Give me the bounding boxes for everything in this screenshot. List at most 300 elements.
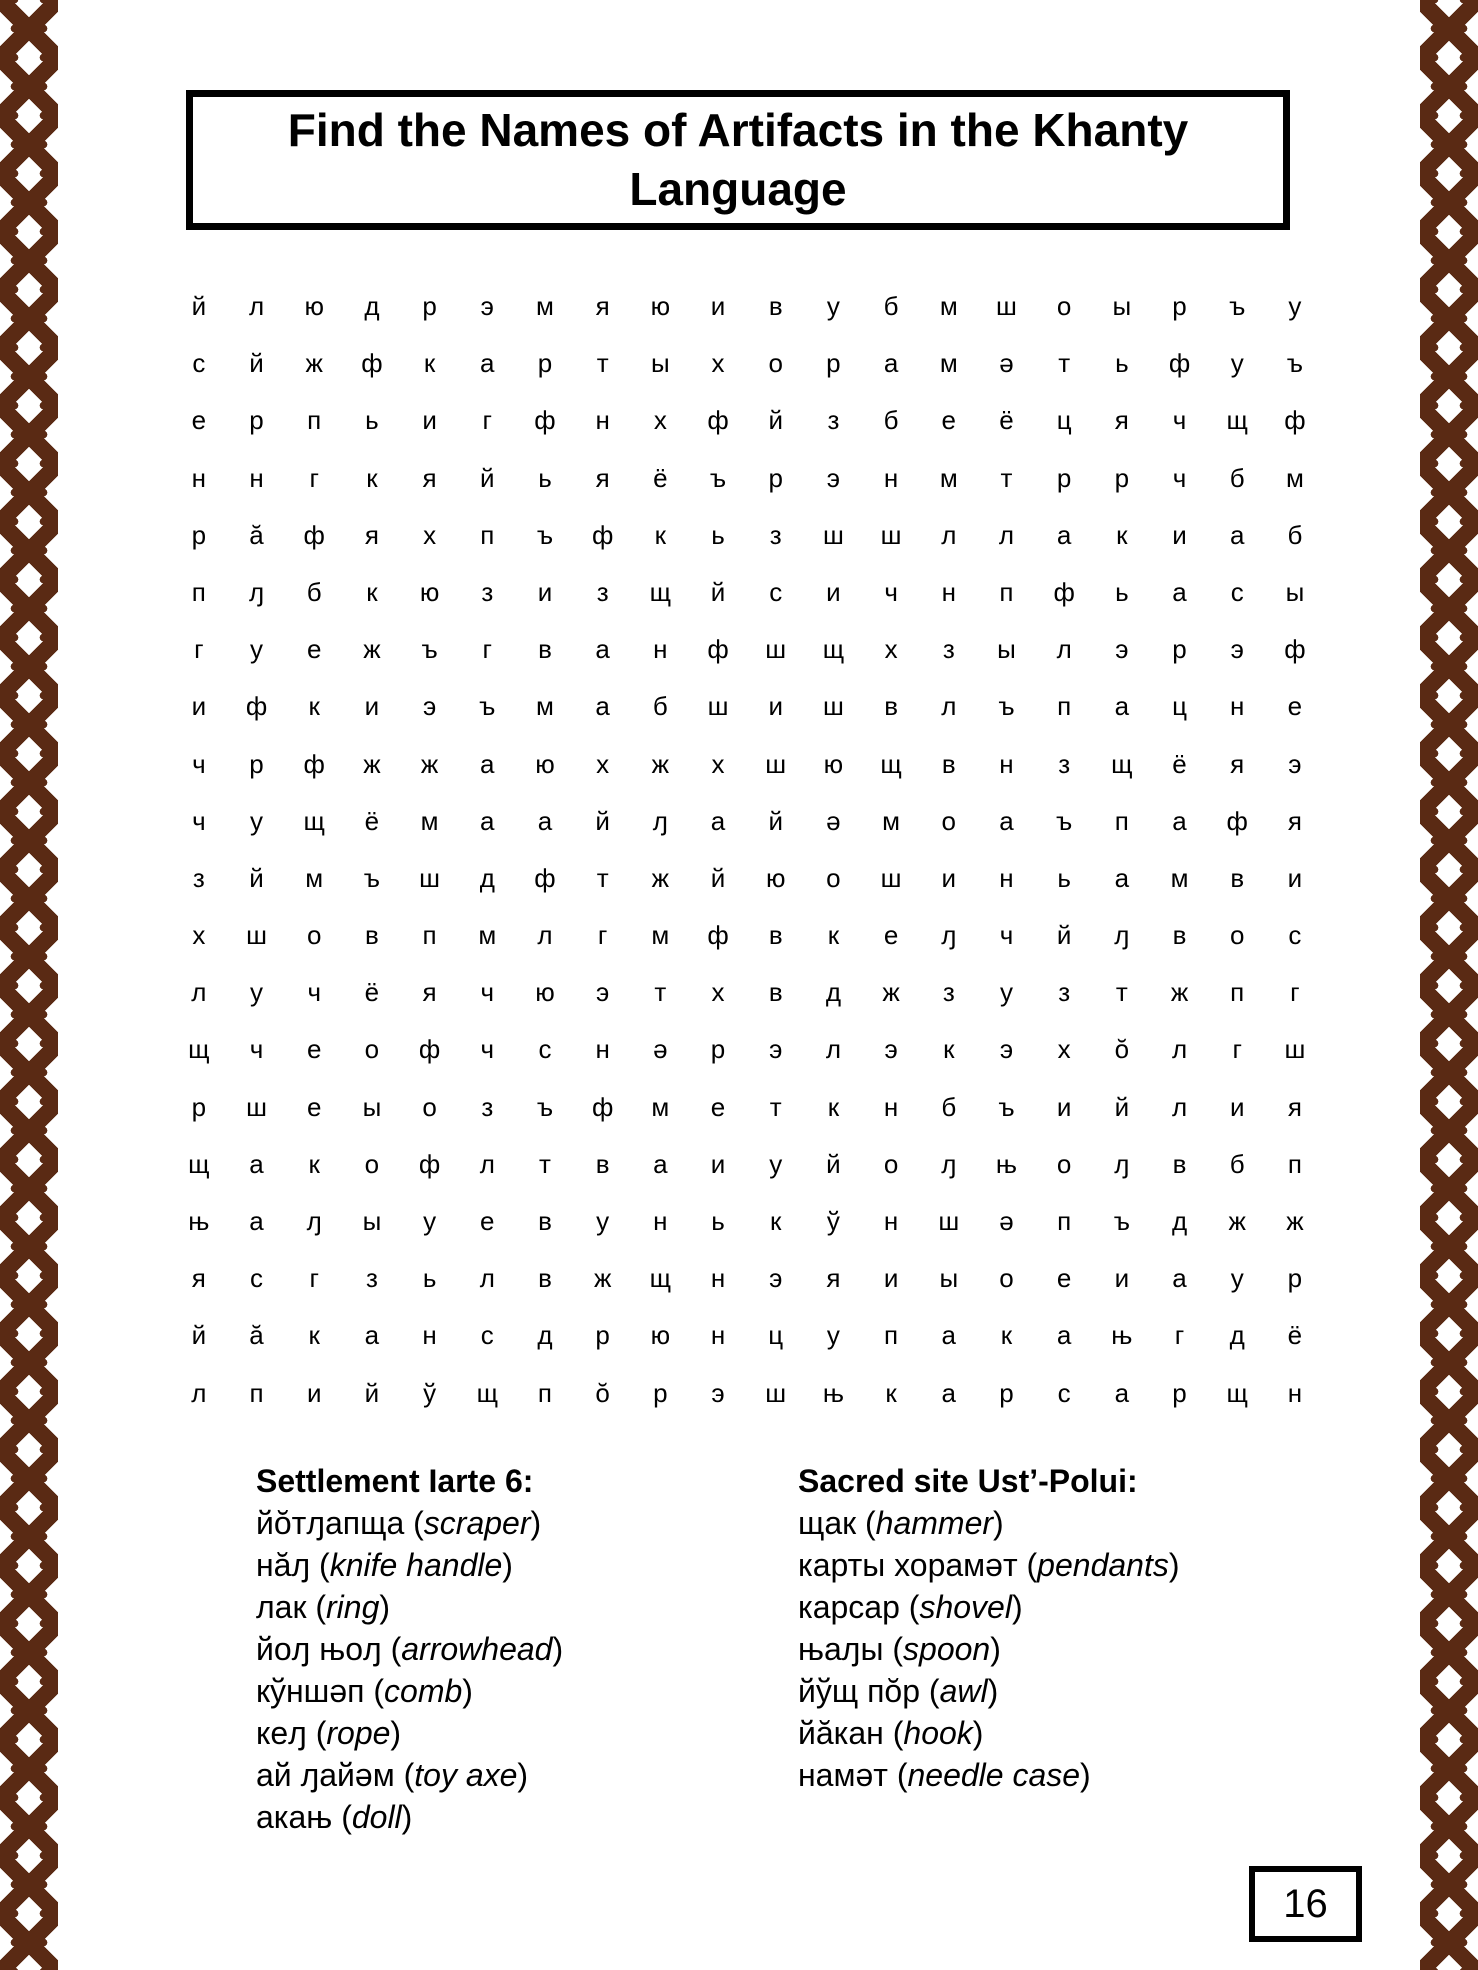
list-item: нăԓ (knife handle) (256, 1547, 513, 1583)
grid-letter: н (941, 576, 956, 607)
list-item: лак (ring) (256, 1589, 391, 1625)
grid-letter: а (249, 1206, 264, 1236)
grid-letter: ф (361, 348, 383, 379)
grid-letter: й (480, 462, 495, 493)
grid-letter: я (595, 291, 610, 321)
grid-letter: ф (1284, 405, 1306, 436)
page-number-text: 16 (1283, 1881, 1328, 1926)
grid-letter: ш (880, 862, 902, 893)
grid-letter: ъ (998, 691, 1015, 722)
grid-letter: л (1056, 634, 1072, 665)
grid-letter: р (422, 291, 437, 321)
grid-letter: ф (1226, 805, 1248, 836)
grid-letter: и (883, 1263, 899, 1294)
grid-letter: е (1056, 1263, 1072, 1294)
grid-letter: м (478, 920, 497, 951)
grid-letter: н (595, 1034, 610, 1065)
grid-letter: ф (707, 405, 729, 436)
grid-letter: ш (246, 920, 267, 951)
grid-letter: п (537, 1377, 553, 1408)
grid-letter: т (596, 348, 609, 379)
grid-letter: ŏ (1114, 1034, 1130, 1065)
grid-letter: т (654, 977, 667, 1008)
grid-letter: щ (303, 805, 325, 836)
grid-letter: э (596, 977, 610, 1008)
grid-letter: б (652, 691, 668, 722)
grid-letter: в (941, 748, 956, 779)
grid-letter: щ (1226, 405, 1248, 436)
grid-letter: ю (765, 862, 786, 893)
grid-letter: ф (1168, 348, 1191, 379)
grid-letter: к (827, 1091, 840, 1122)
grid-letter: ю (304, 291, 324, 321)
grid-letter: у (1230, 1263, 1244, 1294)
grid-letter: у (1288, 291, 1302, 321)
grid-letter: а (364, 1320, 380, 1351)
grid-letter: м (651, 1091, 670, 1122)
grid-letter: п (884, 1320, 899, 1351)
grid-letter: в (1172, 920, 1187, 951)
grid-letter: з (596, 576, 609, 607)
grid-letter: я (826, 1263, 841, 1294)
grid-letter: г (309, 462, 319, 493)
grid-letter: а (480, 348, 495, 379)
grid-letter: е (191, 405, 207, 436)
grid-letter: э (1230, 634, 1244, 665)
grid-letter: а (595, 691, 610, 722)
grid-letter: ё (1172, 748, 1187, 779)
grid-letter: й (191, 291, 207, 321)
grid-letter: г (1174, 1320, 1185, 1351)
grid-letter: з (365, 1263, 378, 1294)
grid-letter: б (941, 1091, 957, 1122)
grid-letter: ў (826, 1206, 840, 1236)
grid-letter: у (1230, 348, 1244, 379)
grid-letter: й (191, 1320, 207, 1351)
grid-letter: м (305, 862, 324, 893)
grid-letter: ъ (1113, 1206, 1130, 1236)
grid-letter: ч (1172, 405, 1187, 436)
grid-letter: ь (1057, 862, 1071, 893)
ornamental-border-left (0, 0, 58, 1970)
grid-letter: њ (1111, 1320, 1133, 1351)
grid-letter: ш (1284, 1034, 1306, 1065)
grid-letter: ё (1287, 1320, 1303, 1351)
grid-letter: н (1230, 691, 1245, 722)
grid-letter: ф (707, 920, 729, 951)
grid-letter: е (306, 1091, 322, 1122)
grid-letter: м (939, 348, 958, 379)
khanty-word: щак (798, 1505, 857, 1541)
grid-letter: ъ (1229, 291, 1246, 321)
grid-letter: и (1056, 1091, 1072, 1122)
grid-letter: о (364, 1034, 380, 1065)
grid-letter: у (826, 291, 840, 321)
list-item: кўншәп (comb) (256, 1673, 473, 1709)
grid-letter: з (481, 1091, 494, 1122)
grid-letter: з (481, 576, 494, 607)
grid-letter: а (1172, 805, 1187, 836)
grid-letter: о (364, 1148, 380, 1179)
grid-letter: э (769, 1034, 783, 1065)
grid-letter: ш (765, 1377, 787, 1408)
grid-letter: а (249, 1148, 264, 1179)
khanty-word: карты хорамәт (798, 1547, 1018, 1583)
khanty-word: акањ (256, 1799, 333, 1835)
grid-letter: и (364, 691, 380, 722)
english-gloss: shovel (919, 1589, 1012, 1625)
grid-letter: б (1287, 519, 1303, 550)
grid-letter: ŏ (595, 1377, 610, 1408)
grid-letter: в (884, 691, 898, 722)
grid-letter: ә (999, 1206, 1014, 1236)
khanty-word: њаԓы (798, 1631, 884, 1667)
grid-letter: у (250, 977, 264, 1008)
grid-letter: ж (363, 634, 381, 665)
grid-letter: е (1287, 691, 1303, 722)
english-gloss: pendants (1037, 1547, 1169, 1583)
grid-letter: щ (822, 634, 845, 665)
grid-letter: ъ (363, 862, 381, 893)
grid-letter: я (595, 462, 610, 493)
grid-letter: ю (419, 576, 440, 607)
grid-letter: я (1230, 748, 1245, 779)
grid-letter: й (249, 348, 264, 379)
grid-letter: т (1115, 977, 1128, 1008)
list-item: ай ԓайәм (toy axe) (256, 1757, 529, 1793)
grid-letter: а (1114, 1377, 1130, 1408)
grid-letter: л (825, 1034, 841, 1065)
grid-letter: з (942, 634, 955, 665)
grid-letter: ъ (421, 634, 438, 665)
grid-letter: и (768, 691, 783, 722)
grid-letter: у (596, 1206, 610, 1236)
grid-letter: о (826, 862, 841, 893)
grid-letter: б (1229, 1148, 1245, 1179)
grid-letter: г (597, 920, 608, 951)
grid-letter: д (1229, 1320, 1245, 1351)
grid-letter: ш (938, 1206, 960, 1236)
grid-letter: н (595, 405, 610, 436)
grid-letter: в (538, 634, 552, 665)
grid-letter: й (826, 1148, 841, 1179)
khanty-word: намәт (798, 1757, 888, 1793)
list-item: намәт (needle case) (798, 1757, 1091, 1793)
grid-letter: ԓ (652, 805, 668, 836)
grid-letter: а (1056, 519, 1072, 550)
grid-letter: р (537, 348, 553, 379)
khanty-word: кўншәп (256, 1673, 365, 1709)
grid-letter: й (768, 805, 783, 836)
grid-letter: ч (884, 576, 898, 607)
grid-letter: р (1287, 1263, 1303, 1294)
grid-letter: щ (188, 1034, 210, 1065)
grid-letter: щ (649, 1263, 672, 1294)
grid-letter: ш (880, 519, 902, 550)
grid-letter: р (249, 405, 264, 436)
list-item: йўщ пŏр (awl) (798, 1673, 999, 1709)
grid-letter: к (943, 1034, 955, 1065)
grid-letter: щ (1111, 748, 1133, 779)
grid-letter: г (482, 405, 493, 436)
grid-letter: м (1285, 462, 1304, 493)
grid-letter: ә (826, 805, 841, 836)
grid-letter: ԓ (941, 1148, 957, 1179)
grid-letter: ш (765, 748, 787, 779)
grid-letter: с (538, 1034, 552, 1065)
grid-letter: и (1172, 519, 1187, 550)
grid-letter: щ (1226, 1377, 1248, 1408)
grid-letter: л (248, 291, 265, 321)
grid-letter: р (191, 1091, 207, 1122)
grid-letter: р (826, 348, 841, 379)
grid-letter: й (710, 862, 726, 893)
grid-letter: к (1000, 1320, 1013, 1351)
grid-letter: й (1056, 920, 1072, 951)
ornamental-border-right (1420, 0, 1478, 1970)
grid-letter: п (307, 405, 322, 436)
grid-letter: б (1229, 462, 1245, 493)
grid-letter: в (538, 1263, 552, 1294)
grid-letter: и (826, 576, 841, 607)
english-gloss: spoon (903, 1631, 991, 1667)
grid-letter: с (1057, 1377, 1071, 1408)
grid-letter: л (941, 691, 957, 722)
grid-letter: э (1288, 748, 1302, 779)
grid-letter: р (595, 1320, 610, 1351)
list-item: карты хорамәт (pendants) (798, 1547, 1180, 1583)
english-gloss: ring (326, 1589, 380, 1625)
grid-letter: с (192, 348, 206, 379)
grid-letter: е (941, 405, 957, 436)
grid-letter: ж (593, 1263, 612, 1294)
grid-letter: ы (1112, 291, 1132, 321)
grid-letter: б (883, 405, 899, 436)
grid-letter: о (768, 348, 783, 379)
grid-letter: ԓ (248, 576, 265, 607)
grid-letter: в (768, 977, 783, 1008)
grid-letter: ф (245, 691, 268, 722)
grid-letter: л (1171, 1091, 1188, 1122)
grid-letter: ч (999, 920, 1014, 951)
grid-letter: б (306, 576, 322, 607)
grid-letter: я (364, 519, 379, 550)
word-list-settlement (256, 1460, 563, 1838)
grid-letter: а (883, 348, 899, 379)
grid-letter: р (1056, 462, 1072, 493)
grid-letter: щ (188, 1148, 210, 1179)
grid-letter: ы (362, 1206, 382, 1236)
grid-letter: д (1171, 1206, 1188, 1236)
grid-letter: л (191, 1377, 207, 1408)
grid-letter: э (826, 462, 841, 493)
grid-letter: о (999, 1263, 1014, 1294)
grid-letter: п (1114, 805, 1129, 836)
grid-letter: р (653, 1377, 668, 1408)
grid-letter: м (939, 462, 958, 493)
grid-letter: а (941, 1320, 957, 1351)
grid-letter: л (479, 1148, 495, 1179)
grid-letter: й (595, 805, 610, 836)
grid-letter: ь (711, 519, 725, 550)
grid-letter: ж (305, 348, 323, 379)
grid-letter: б (883, 291, 899, 321)
grid-letter: ь (1115, 576, 1129, 607)
english-gloss: scraper (423, 1505, 531, 1541)
grid-letter: п (422, 920, 437, 951)
grid-letter: и (537, 576, 553, 607)
grid-letter: ю (650, 1320, 671, 1351)
grid-letter: а (1114, 862, 1130, 893)
grid-letter: ф (591, 1091, 614, 1122)
khanty-word: йăкан (798, 1715, 884, 1751)
grid-letter: п (1057, 1206, 1072, 1236)
grid-letter: ч (480, 1034, 495, 1065)
grid-letter: ф (1284, 634, 1306, 665)
grid-letter: ъ (709, 462, 727, 493)
grid-letter: в (595, 1148, 610, 1179)
grid-letter: л (941, 519, 957, 550)
grid-letter: й (768, 405, 783, 436)
grid-letter: т (1058, 348, 1071, 379)
grid-letter: ю (535, 977, 555, 1008)
grid-letter: н (883, 1091, 899, 1122)
grid-letter: я (422, 462, 437, 493)
grid-letter: и (710, 1148, 726, 1179)
grid-letter: с (480, 1320, 494, 1351)
grid-letter: м (1170, 862, 1189, 893)
grid-letter: а (480, 748, 495, 779)
grid-letter: р (710, 1034, 726, 1065)
grid-letter: к (308, 1320, 320, 1351)
grid-letter: ф (534, 862, 556, 893)
grid-letter: п (480, 519, 495, 550)
grid-letter: ь (711, 1206, 725, 1236)
grid-letter: и (422, 405, 437, 436)
grid-letter: т (1000, 462, 1013, 493)
grid-letter: к (423, 348, 436, 379)
grid-letter: л (998, 519, 1015, 550)
english-gloss: hook (903, 1715, 973, 1751)
grid-letter: м (420, 805, 439, 836)
list-item: карсар (shovel) (798, 1589, 1023, 1625)
grid-letter: с (1288, 920, 1302, 951)
english-gloss: rope (326, 1715, 391, 1751)
english-gloss: toy axe (414, 1757, 518, 1793)
grid-letter: ц (1172, 691, 1187, 722)
grid-letter: з (827, 405, 840, 436)
grid-letter: н (191, 462, 207, 493)
grid-letter: е (306, 634, 322, 665)
grid-letter: г (194, 634, 204, 665)
grid-letter: щ (476, 1377, 498, 1408)
grid-letter: ф (418, 1034, 441, 1065)
grid-letter: ж (363, 748, 381, 779)
grid-letter: о (883, 1148, 899, 1179)
grid-letter: е (710, 1091, 726, 1122)
grid-letter: х (653, 405, 667, 436)
khanty-word: кеԓ (256, 1715, 307, 1751)
grid-letter: н (999, 862, 1014, 893)
grid-letter: и (191, 691, 207, 722)
english-gloss: arrowhead (401, 1631, 553, 1667)
grid-letter: а (999, 805, 1014, 836)
grid-letter: ў (423, 1377, 437, 1408)
grid-letter: ф (1053, 576, 1075, 607)
grid-letter: н (710, 1263, 726, 1294)
grid-letter: н (653, 1206, 668, 1236)
grid-letter: а (1114, 691, 1130, 722)
grid-letter: х (884, 634, 898, 665)
grid-letter: ж (1228, 1206, 1246, 1236)
grid-letter: н (1287, 1377, 1303, 1408)
grid-letter: н (249, 462, 264, 493)
grid-letter: г (309, 1263, 319, 1294)
grid-letter: ч (192, 805, 206, 836)
grid-letter: м (939, 291, 958, 321)
grid-letter: ф (534, 405, 556, 436)
khanty-word: лак (256, 1589, 307, 1625)
grid-letter: к (654, 519, 667, 550)
grid-letter: г (1232, 1034, 1242, 1065)
grid-letter: ԓ (1114, 1148, 1130, 1179)
grid-letter: к (366, 462, 378, 493)
grid-letter: ж (420, 748, 439, 779)
grid-letter: ю (650, 291, 671, 321)
grid-letter: й (364, 1377, 380, 1408)
grid-letter: щ (649, 576, 672, 607)
grid-letter: о (306, 920, 322, 951)
grid-letter: ԓ (941, 920, 957, 951)
grid-letter: а (595, 634, 610, 665)
english-gloss: comb (384, 1673, 463, 1709)
grid-letter: х (423, 519, 437, 550)
grid-letter: э (480, 291, 494, 321)
grid-letter: и (1114, 1263, 1130, 1294)
grid-letter: ә (653, 1034, 668, 1065)
english-gloss: hammer (875, 1505, 994, 1541)
grid-letter: ъ (1056, 805, 1073, 836)
grid-letter: в (1230, 862, 1245, 893)
grid-letter: ԓ (306, 1206, 322, 1236)
grid-letter: ъ (998, 1091, 1015, 1122)
grid-letter: ф (707, 634, 729, 665)
grid-letter: э (999, 1034, 1014, 1065)
grid-letter: к (308, 691, 320, 722)
grid-letter: л (479, 1263, 495, 1294)
grid-letter: й (710, 576, 726, 607)
grid-letter: ф (303, 748, 325, 779)
grid-letter: п (1287, 1148, 1302, 1179)
grid-letter: р (1172, 634, 1187, 665)
grid-letter: м (882, 805, 901, 836)
grid-letter: ф (303, 519, 325, 550)
grid-letter: ш (822, 691, 844, 722)
grid-letter: ж (882, 977, 900, 1008)
english-gloss: needle case (907, 1757, 1081, 1793)
grid-letter: к (308, 1148, 320, 1179)
grid-letter: р (999, 1377, 1014, 1408)
grid-letter: я (422, 977, 437, 1008)
grid-letter: ж (651, 862, 670, 893)
grid-letter: п (1230, 977, 1245, 1008)
grid-letter: г (482, 634, 493, 665)
grid-letter: м (536, 691, 554, 722)
grid-letter: у (423, 1206, 437, 1236)
grid-letter: ф (418, 1148, 441, 1179)
grid-letter: ж (1170, 977, 1189, 1008)
grid-letter: х (711, 748, 725, 779)
